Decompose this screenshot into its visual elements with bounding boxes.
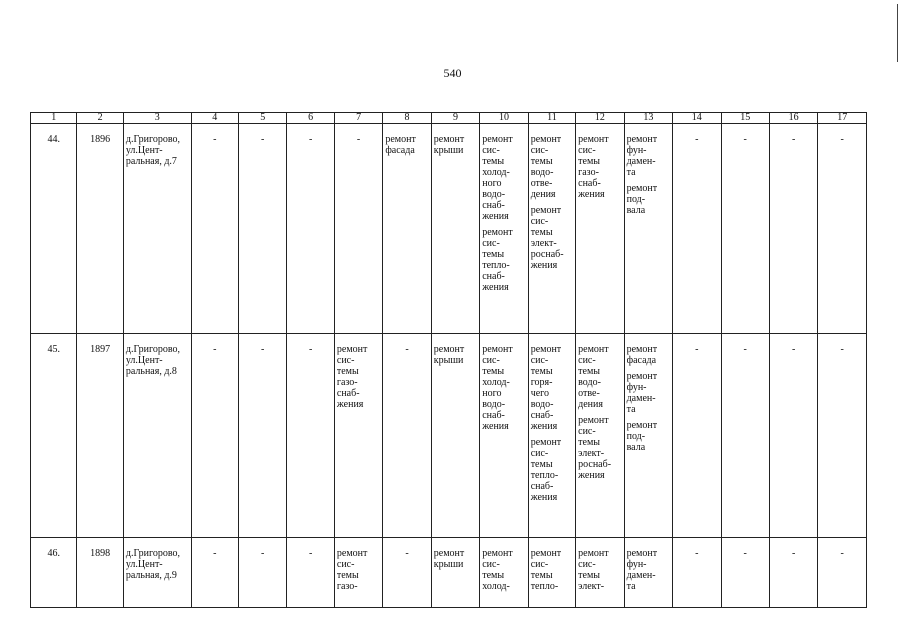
work-item: - xyxy=(405,548,409,559)
works-cell-c7 xyxy=(334,538,382,608)
value-cell-c15: - xyxy=(721,124,769,334)
column-number-row xyxy=(31,113,867,124)
value-cell-c14: - xyxy=(673,334,721,538)
value-cell-c17: - xyxy=(818,538,867,608)
building-id: 1896 xyxy=(77,124,123,334)
value-cell-c15: - xyxy=(721,334,769,538)
value-cell-c5: - xyxy=(238,538,286,608)
column-header: 2 xyxy=(77,113,123,124)
value-cell-c6: - xyxy=(287,538,334,608)
value-cell-c16: - xyxy=(769,334,817,538)
value-cell-c17: - xyxy=(818,334,867,538)
work-item: ремонт сис- темы водо- отве- дения xyxy=(578,344,609,410)
work-item: ремонт фун- дамен- та xyxy=(626,371,658,415)
address-cell: д.Григорово, ул.Цент- ральная, д.8 xyxy=(123,334,191,538)
work-item: - xyxy=(356,134,361,145)
column-header: 6 xyxy=(287,113,334,124)
page-number: 540 xyxy=(443,66,462,80)
work-item: - xyxy=(405,344,409,355)
works-cell-c11 xyxy=(528,334,575,538)
value-cell-c15: - xyxy=(721,538,769,608)
value-cell-c4: - xyxy=(191,124,238,334)
works-cell-c12 xyxy=(576,124,624,334)
work-item: ремонт фасада xyxy=(626,344,658,366)
work-item: ремонт сис- темы элект- роснаб- жения xyxy=(578,415,612,481)
value-cell-c14: - xyxy=(673,538,721,608)
work-item: ремонт сис- темы элект- роснаб- жения xyxy=(530,205,564,271)
value-cell-c6: - xyxy=(287,124,334,334)
page-edge-line xyxy=(897,4,898,62)
work-item: ремонт сис- темы тепло- снаб- жения xyxy=(482,227,513,293)
column-header: 8 xyxy=(383,113,431,124)
work-item: ремонт сис- темы газо- снаб- жения xyxy=(578,134,609,200)
column-header: 10 xyxy=(480,113,528,124)
column-header: 17 xyxy=(818,113,867,124)
works-cell-c8 xyxy=(383,334,431,538)
works-cell-c12 xyxy=(576,334,624,538)
column-header: 13 xyxy=(624,113,672,124)
table-row xyxy=(31,538,867,608)
works-cell-c7 xyxy=(334,124,382,334)
value-cell-c6: - xyxy=(287,334,334,538)
row-number: 45. xyxy=(31,334,77,538)
table-row xyxy=(31,124,867,334)
work-item: ремонт фун- дамен- та xyxy=(626,548,658,592)
works-cell-c13 xyxy=(624,124,672,334)
works-cell-c8 xyxy=(383,124,431,334)
works-cell-c10 xyxy=(480,124,528,334)
work-item: ремонт крыши xyxy=(433,344,465,366)
work-item: ремонт сис- темы тепло- xyxy=(530,548,562,592)
column-header: 3 xyxy=(123,113,191,124)
row-number: 44. xyxy=(31,124,77,334)
work-item: ремонт сис- темы холод- ного водо- снаб- жения xyxy=(482,134,513,222)
value-cell-c16: - xyxy=(769,538,817,608)
work-item: ремонт сис- темы газо- xyxy=(336,548,368,592)
works-cell-c11 xyxy=(528,538,575,608)
address-cell: д.Григорово, ул.Цент- ральная, д.7 xyxy=(123,124,191,334)
work-item: ремонт фасада xyxy=(385,134,416,156)
works-cell-c10 xyxy=(480,334,528,538)
work-item: ремонт крыши xyxy=(433,548,465,570)
column-header: 12 xyxy=(576,113,624,124)
value-cell-c5: - xyxy=(238,334,286,538)
works-cell-c12 xyxy=(576,538,624,608)
works-cell-c10 xyxy=(480,538,528,608)
value-cell-c14: - xyxy=(673,124,721,334)
value-cell-c4: - xyxy=(191,334,238,538)
value-cell-c17: - xyxy=(818,124,867,334)
value-cell-c4: - xyxy=(191,538,238,608)
work-item: ремонт сис- темы холод- xyxy=(482,548,513,592)
row-number: 46. xyxy=(31,538,77,608)
column-header: 11 xyxy=(528,113,575,124)
value-cell-c5: - xyxy=(238,124,286,334)
address-cell: д.Григорово, ул.Цент- ральная, д.9 xyxy=(123,538,191,608)
works-cell-c11 xyxy=(528,124,575,334)
repair-schedule-table xyxy=(30,112,867,608)
works-cell-c9 xyxy=(431,124,479,334)
column-header: 5 xyxy=(238,113,286,124)
work-item: ремонт сис- темы горя- чего водо- снаб- жения xyxy=(530,344,562,432)
work-item: ремонт сис- темы элект- xyxy=(578,548,609,592)
column-header: 14 xyxy=(673,113,721,124)
work-item: ремонт фун- дамен- та xyxy=(626,134,658,178)
works-cell-c13 xyxy=(624,334,672,538)
works-cell-c7 xyxy=(334,334,382,538)
work-item: ремонт крыши xyxy=(433,134,465,156)
column-header: 16 xyxy=(769,113,817,124)
works-cell-c13 xyxy=(624,538,672,608)
table-row xyxy=(31,334,867,538)
work-item: ремонт под- вала xyxy=(626,420,658,453)
value-cell-c16: - xyxy=(769,124,817,334)
building-id: 1897 xyxy=(77,334,123,538)
column-header: 15 xyxy=(721,113,769,124)
work-item: ремонт сис- темы водо- отве- дения xyxy=(530,134,562,200)
work-item: ремонт под- вала xyxy=(626,183,658,216)
column-header: 1 xyxy=(31,113,77,124)
building-id: 1898 xyxy=(77,538,123,608)
column-header: 9 xyxy=(431,113,479,124)
column-header: 7 xyxy=(334,113,382,124)
works-cell-c9 xyxy=(431,538,479,608)
column-header: 4 xyxy=(191,113,238,124)
works-cell-c8 xyxy=(383,538,431,608)
works-cell-c9 xyxy=(431,334,479,538)
work-item: ремонт сис- темы тепло- снаб- жения xyxy=(530,437,562,503)
work-item: ремонт сис- темы холод- ного водо- снаб- жения xyxy=(482,344,513,432)
work-item: ремонт сис- темы газо- снаб- жения xyxy=(336,344,368,410)
